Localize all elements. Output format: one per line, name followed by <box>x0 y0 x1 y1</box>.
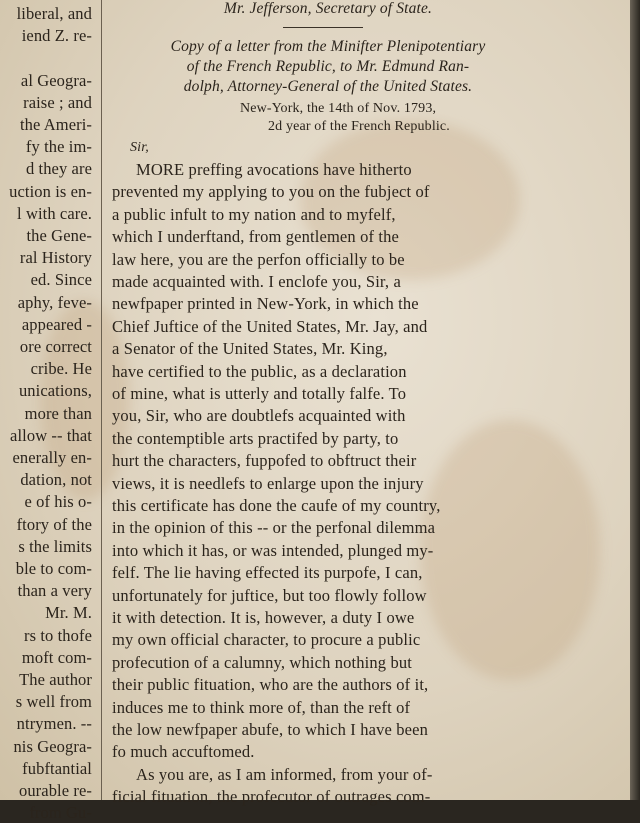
left-column-line: cribe. He <box>30 359 92 379</box>
letter-body-line: prevented my applying to you on the fubject of <box>112 182 430 202</box>
letter-body-line: have certified to the public, as a declaration <box>112 361 407 381</box>
letter-body-line: a public infult to my nation and to myfelf, <box>112 204 396 224</box>
left-column-line: al Geogra- <box>20 70 92 90</box>
salutation: Sir, <box>130 140 149 155</box>
letter-body-line: fo much accuftomed. <box>112 742 255 762</box>
letter-body-line: of mine, what is utterly and totally falfe. To <box>112 384 407 403</box>
left-column-line: l with care. <box>17 203 92 223</box>
left-column-line: appeared - <box>21 314 92 334</box>
left-column-line: d they are <box>25 159 92 179</box>
letter-body-line: their public fituation, who are the authors of it, <box>112 675 429 695</box>
left-column-line: The author <box>19 670 92 689</box>
left-column-line: Mr. M. <box>45 603 92 623</box>
left-column-line: ore correct <box>19 337 92 356</box>
left-column-line: ntrymen. -- <box>16 714 92 734</box>
letter-body-line: As you are, as I am informed, from your of- <box>136 764 433 784</box>
left-column-line: unications, <box>18 381 92 401</box>
letter-body-line: which I underftand, from gentlemen of the <box>112 227 400 247</box>
left-column-line: e of his o- <box>24 492 92 512</box>
left-column-line: iend Z. re- <box>21 26 92 46</box>
left-column-line: enerally en- <box>12 448 92 467</box>
letter-body-line: the contemptible arts practifed by party, to <box>112 428 399 448</box>
left-column-line: ral History <box>19 248 92 268</box>
left-column-line: nis Geogra- <box>13 736 92 756</box>
letter-body-line: views, it is needlefs to enlarge upon the injury <box>112 473 424 493</box>
left-column-line: ftory of the <box>16 514 92 534</box>
letter-body-line: unfortunately for juftice, but too flowly follow <box>112 585 427 605</box>
letter-body-line: a Senator of the United States, Mr. King, <box>112 339 388 359</box>
left-column-line: raise ; and <box>23 92 92 112</box>
dateline: 2d year of the French Republic. <box>268 119 450 134</box>
left-column-line: ble to com- <box>15 559 92 578</box>
left-column-line: dation, not <box>20 470 92 490</box>
left-column-line: liberal, and <box>16 4 92 23</box>
left-column-line: uction is en- <box>9 181 92 201</box>
left-column-line: more than <box>24 403 92 423</box>
dateline: New-York, the 14th of Nov. 1793, <box>240 101 437 116</box>
left-column-line: rs to thofe <box>23 625 92 645</box>
letter-body-line: profecution of a calumny, which nothing but <box>112 652 413 672</box>
left-column-line: aphy, feve- <box>17 292 92 312</box>
left-column-line: allow -- that <box>10 425 92 445</box>
column-rule <box>101 0 102 800</box>
page-edge <box>630 0 640 800</box>
left-column-line: from Gu- <box>29 803 92 823</box>
letter-body-line: hurt the characters, fuppofed to obftruct their <box>112 451 417 471</box>
left-column-line: fy the im- <box>25 137 92 157</box>
letter-body-line: my own official character, to procure a public <box>112 630 421 650</box>
letter-body-line: MORE preffing avocations have hitherto <box>136 160 412 179</box>
letter-title-line: of the French Republic, to Mr. Edmund Ran- <box>186 58 470 75</box>
letter-body-line: this certificate has done the caufe of my country, <box>112 496 441 515</box>
main-column <box>108 0 548 807</box>
left-column-line: moft com- <box>21 647 92 667</box>
letter-title-line: dolph, Attorney-General of the United States. <box>183 78 473 95</box>
left-column-line: s the limits <box>18 536 92 556</box>
left-column-line: ed. Since <box>30 270 92 290</box>
letter-body-line: law here, you are the perfon officially to be <box>112 249 405 269</box>
left-column-line: than a very <box>17 581 92 601</box>
letter-body-line: you, Sir, who are doubtlefs acquainted with <box>112 406 406 426</box>
left-column-line: the Gene- <box>26 226 92 245</box>
left-column-line: fubftantial <box>22 758 92 778</box>
letter-body-line: in the opinion of this -- or the perfonal dilemma <box>112 518 436 538</box>
header-top-line: Mr. Jefferson, Secretary of State. <box>223 0 433 17</box>
left-column <box>0 0 96 823</box>
letter-body-line: into which it has, or was intended, plunged my- <box>112 540 434 560</box>
letter-body-line: it with detection. It is, however, a duty I owe <box>112 608 415 627</box>
letter-title-line: Copy of a letter from the Minifter Plenipotentiary <box>170 38 486 55</box>
left-column-line: s well from <box>15 692 92 712</box>
letter-body-line: the low newfpaper abufe, to which I have been <box>112 720 428 739</box>
letter-body-line: Chief Juftice of the United States, Mr. Jay, and <box>112 316 428 336</box>
left-column-line: the Ameri- <box>19 115 92 134</box>
header-rule <box>283 27 363 28</box>
letter-body-line: induces me to think more of, than the reft of <box>112 697 411 717</box>
letter-body-line: newfpaper printed in New-York, in which the <box>112 294 419 314</box>
letter-body-line: felf. The lie having effected its purpofe, I can, <box>112 563 423 583</box>
letter-body-line: ficial fituation, the profecutor of outrages com- <box>112 787 431 807</box>
left-column-line: ourable re- <box>18 781 92 800</box>
letter-body-line: made acquainted with. I enclofe you, Sir, a <box>112 272 401 291</box>
